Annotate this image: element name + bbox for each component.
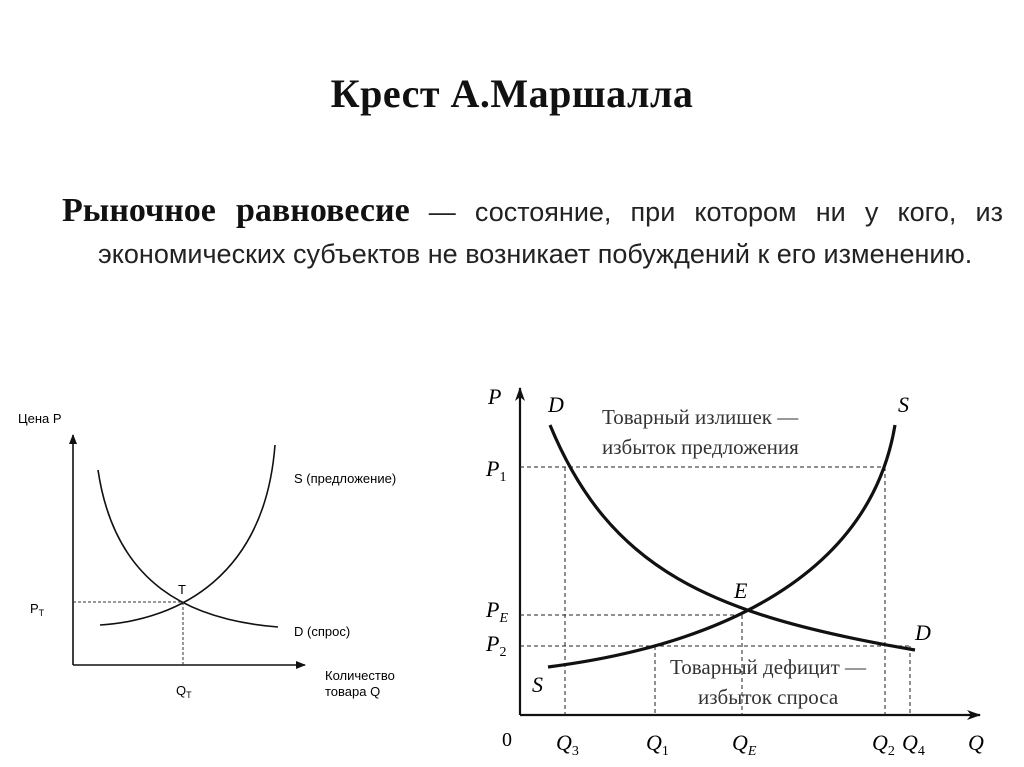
left-supply-demand-diagram xyxy=(0,395,420,715)
deficit-label-2: избыток спроса xyxy=(698,685,839,709)
left-price-main: P xyxy=(30,601,39,616)
equilibrium-label: E xyxy=(734,578,748,603)
left-supply-curve xyxy=(100,445,275,625)
quantity-tick-q4: $Q_4$ xyxy=(902,730,925,759)
quantity-tick-q2: $Q_2$ xyxy=(872,730,895,759)
demand-bottom-label: D xyxy=(915,620,931,645)
right-x-axis-label: Q xyxy=(968,730,984,755)
left-demand-curve xyxy=(98,470,278,627)
slide-title: Крест А.Маршалла xyxy=(330,71,694,116)
left-x-axis-label-1: Количество xyxy=(325,668,395,683)
price-tick-p1: $P_1$ xyxy=(486,456,507,485)
right-supply-curve xyxy=(548,425,895,667)
right-origin-label: 0 xyxy=(502,729,512,751)
left-price-label xyxy=(30,601,45,618)
left-y-axis-label: Цена Р xyxy=(18,411,62,426)
left-equilibrium-label: T xyxy=(178,582,186,597)
left-quantity-label xyxy=(176,683,192,700)
left-demand-label: D (спрос) xyxy=(294,624,351,639)
price-tick-p2: $P_2$ xyxy=(486,631,507,660)
quantity-tick-q3: $Q_3$ xyxy=(556,730,579,759)
quantity-tick-q1: $Q_1$ xyxy=(646,730,669,759)
supply-top-label: S xyxy=(898,392,909,417)
definition-dash: — xyxy=(428,197,456,227)
price-tick-pe: $P_E$ xyxy=(486,597,509,626)
definition-term: Рыночное равновесие xyxy=(62,192,410,229)
left-quantity-main: Q xyxy=(176,683,187,698)
surplus-label-2: избыток предложения xyxy=(602,435,799,459)
right-y-axis-label: P xyxy=(488,384,502,409)
left-x-axis-label-2: товара Q xyxy=(325,684,381,699)
demand-top-label: D xyxy=(548,392,564,417)
definition-paragraph xyxy=(62,190,1003,275)
left-quantity-sub: T xyxy=(186,690,192,700)
quantity-tick-qe: $Q_E$ xyxy=(732,730,757,759)
deficit-label-1: Товарный дефицит — xyxy=(670,655,867,679)
left-supply-label: S (предложение) xyxy=(294,471,397,486)
right-surplus-deficit-diagram xyxy=(470,370,1020,767)
supply-bottom-label: S xyxy=(532,672,543,697)
surplus-label-1: Товарный излишек — xyxy=(602,405,799,429)
left-price-sub: T xyxy=(38,608,45,618)
definition-text: состояние, при котором ни у кого, из экономических субъектов не возникает побуждений к его изменению. xyxy=(98,197,1003,269)
